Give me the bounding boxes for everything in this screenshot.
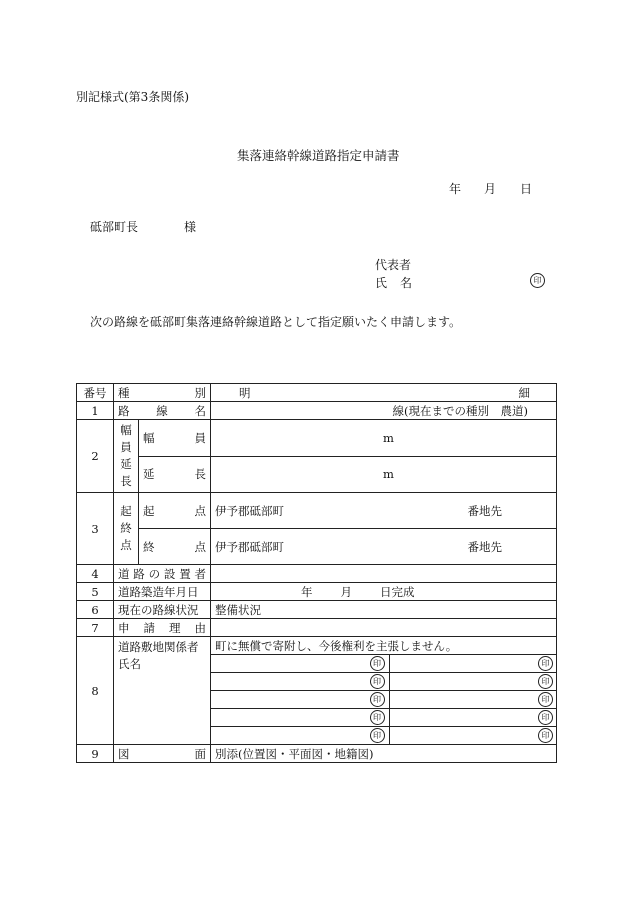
seal-icon: 印: [370, 710, 385, 725]
drawings-field[interactable]: 別添(位置図・平面図・地籍図): [211, 745, 557, 763]
table-row: 延 長 m: [77, 456, 557, 493]
landowner-row: [211, 655, 557, 673]
row-number: 8: [77, 637, 114, 745]
table-row: 3 起 終 点 起 点 伊予郡砥部町 番地先: [77, 493, 557, 529]
landowner-name-field[interactable]: [211, 709, 389, 727]
row-number: 7: [77, 619, 114, 637]
header-detail-char-1: 明: [239, 385, 251, 400]
addressee-honorific: 様: [184, 220, 197, 234]
construction-date-field[interactable]: 年 月 日完成: [211, 583, 557, 601]
row-number: 5: [77, 583, 114, 601]
construction-date-label: 道路築造年月日: [114, 583, 211, 601]
form-reference: 別記様式(第3条関係): [76, 90, 189, 104]
table-row: 2 幅 員 延 長 幅 員 m: [77, 420, 557, 457]
table-row: [77, 637, 557, 745]
row-number: 1: [77, 402, 114, 420]
table-row: 9 図 面 別添(位置図・平面図・地籍図): [77, 745, 557, 763]
name-label-char-2: 名: [400, 276, 413, 290]
seal-icon: 印: [538, 728, 553, 743]
addressee-name: 砥部町長: [90, 220, 139, 234]
seal-icon: 印: [370, 674, 385, 689]
row-number: 9: [77, 745, 114, 763]
width-length-group-label: 幅 員 延 長: [114, 420, 139, 493]
request-statement: 次の路線を砥部町集落連絡幹線道路として指定願いたく申請します。: [90, 315, 462, 329]
row-number: 2: [77, 420, 114, 493]
representative-label: 代表者: [375, 258, 412, 272]
date-month-label: 月: [484, 182, 497, 196]
landowner-name-field[interactable]: [211, 673, 389, 691]
seal-icon: 印: [370, 656, 385, 671]
table-row: 7 申 請 理 由: [77, 619, 557, 637]
date-day-label: 日: [520, 182, 533, 196]
start-end-group-label: 起 終 点: [114, 493, 139, 565]
landowner-row: [211, 691, 557, 709]
seal-icon: 印: [538, 692, 553, 707]
table-row: 4 道 路 の 設 置 者: [77, 565, 557, 583]
landowner-row: [211, 727, 557, 745]
application-reason-field[interactable]: [211, 619, 557, 637]
header-detail-char-2: 細: [518, 385, 530, 400]
landowner-name-field[interactable]: [389, 655, 557, 673]
landowner-name-field[interactable]: [211, 655, 389, 673]
table-row: 終 点 伊予郡砥部町 番地先: [77, 529, 557, 565]
length-field[interactable]: m: [211, 456, 557, 493]
seal-icon: 印: [370, 728, 385, 743]
landowner-name-field[interactable]: [389, 709, 557, 727]
landowner-label: 道路敷地関係者 氏名: [114, 637, 211, 745]
landowner-row: [211, 673, 557, 691]
table-row: [77, 601, 557, 619]
name-label-char-1: 氏: [375, 276, 388, 290]
applicant-seal-icon: 印: [530, 273, 545, 288]
document-title: 集落連絡幹線道路指定申請書: [237, 148, 400, 163]
header-type-char-1: 種: [118, 385, 130, 400]
table-row: 1 路 線 名 線(現在までの種別 農道): [77, 402, 557, 420]
route-status-label: 現在の路線状況: [114, 601, 211, 619]
date-year-label: 年: [449, 182, 462, 196]
seal-icon: 印: [538, 674, 553, 689]
landowner-name-field[interactable]: [389, 727, 557, 745]
width-field[interactable]: m: [211, 420, 557, 457]
donation-statement: 町に無償で寄附し、今後権利を主張しません。: [211, 637, 557, 655]
row-number: 4: [77, 565, 114, 583]
start-point-field[interactable]: 伊予郡砥部町 番地先: [211, 493, 557, 529]
landowner-name-field[interactable]: [211, 727, 389, 745]
landowner-name-field[interactable]: [211, 691, 389, 709]
route-name-field[interactable]: 線(現在までの種別 農道): [211, 402, 557, 420]
seal-icon: 印: [538, 656, 553, 671]
end-point-field[interactable]: 伊予郡砥部町 番地先: [211, 529, 557, 565]
seal-icon: 印: [370, 692, 385, 707]
landowner-name-field[interactable]: [389, 673, 557, 691]
header-number: 番号: [77, 384, 114, 402]
table-row: [77, 583, 557, 601]
landowner-table: [211, 637, 557, 744]
row-number: 3: [77, 493, 114, 565]
road-installer-field[interactable]: [211, 565, 557, 583]
route-status-field[interactable]: 整備状況: [211, 601, 557, 619]
seal-icon: 印: [538, 710, 553, 725]
landowner-row: [211, 709, 557, 727]
landowner-name-field[interactable]: [389, 691, 557, 709]
table-header-row: [77, 384, 557, 402]
row-number: 6: [77, 601, 114, 619]
header-type-char-2: 別: [194, 385, 206, 400]
application-table: [76, 383, 557, 763]
